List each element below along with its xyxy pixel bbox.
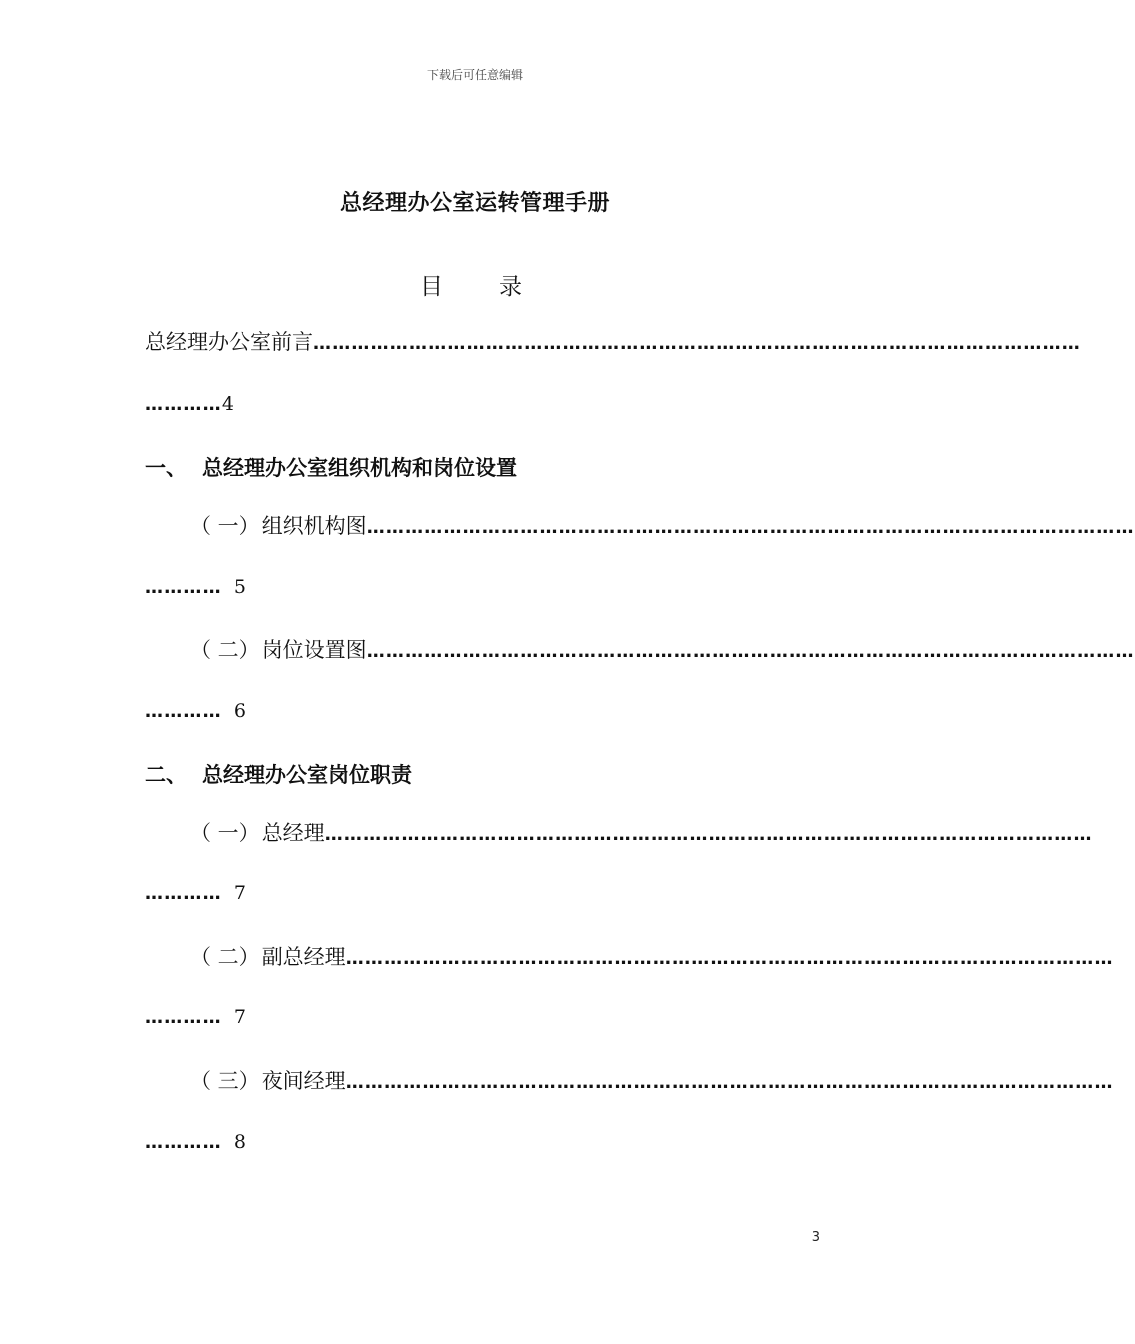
leader-dots: ………………………………………………………………………………………………………… <box>324 824 1093 845</box>
leader-dots: ………… <box>145 701 222 722</box>
item-number: （ 二） <box>190 638 260 662</box>
page-ref: 7 <box>233 1006 246 1028</box>
toc-entry-1-1-continuation <box>145 576 246 598</box>
page-ref: 4 <box>221 393 234 415</box>
toc-entry-label: 副总经理 <box>261 945 346 969</box>
section-title: 总经理办公室组织机构和岗位设置 <box>202 456 517 480</box>
leader-dots: ………… <box>145 1132 222 1153</box>
section-number: 一、 <box>145 456 187 480</box>
item-number: （ 一） <box>190 514 260 538</box>
toc-entry-label: 岗位设置图 <box>261 638 367 662</box>
leader-dots: ………… <box>145 883 222 904</box>
leader-dots: ………………………………………………………………………………………………………… <box>366 641 1135 662</box>
toc-entry-label: 夜间经理 <box>261 1069 346 1093</box>
header-note: 下载后可任意编辑 <box>426 68 523 82</box>
document-title: 总经理办公室运转管理手册 <box>339 191 610 216</box>
toc-entry-1-1[interactable] <box>190 510 1135 540</box>
leader-dots: ………… <box>145 394 222 415</box>
toc-entry-2-1[interactable] <box>190 817 1093 847</box>
leader-dots: ………… <box>145 1007 222 1028</box>
leader-dots: ………………………………………………………………………………………………………… <box>345 948 1114 969</box>
leader-dots: ………… <box>145 577 222 598</box>
toc-entry-2-2-continuation <box>145 1006 246 1028</box>
toc-heading <box>420 268 522 301</box>
toc-entry-1-2[interactable] <box>190 634 1135 664</box>
page-ref: 7 <box>233 882 246 904</box>
leader-dots: ………………………………………………………………………………………………………… <box>345 1072 1114 1093</box>
toc-entry-label: 总经理 <box>261 821 325 845</box>
toc-entry-label: 组织机构图 <box>261 514 367 538</box>
toc-entry-1-2-continuation <box>145 700 246 722</box>
page-ref: 6 <box>233 700 246 722</box>
toc-entry-2-3-continuation <box>145 1131 246 1153</box>
leader-dots: ………………………………………………………………………………………………………… <box>366 517 1135 538</box>
toc-heading-char-1: 目 <box>420 274 443 300</box>
item-number: （ 一） <box>190 821 260 845</box>
toc-entry-2-3[interactable] <box>190 1065 1114 1095</box>
toc-entry-preface[interactable] <box>145 326 1081 356</box>
page-ref: 5 <box>233 576 246 598</box>
section-number: 二、 <box>145 763 187 787</box>
toc-entry-2-2[interactable] <box>190 941 1114 971</box>
leader-dots: ………………………………………………………………………………………………………… <box>313 333 1081 354</box>
toc-section-1[interactable] <box>145 452 517 482</box>
toc-entry-label: 总经理办公室前言 <box>145 330 313 354</box>
item-number: （ 二） <box>190 945 260 969</box>
toc-section-2[interactable] <box>145 759 412 789</box>
toc-heading-char-2: 录 <box>499 274 522 300</box>
item-number: （ 三） <box>190 1069 260 1093</box>
section-title: 总经理办公室岗位职责 <box>202 763 412 787</box>
page-number: 3 <box>811 1230 820 1245</box>
toc-entry-2-1-continuation <box>145 882 246 904</box>
page-ref: 8 <box>233 1131 246 1153</box>
toc-entry-preface-continuation <box>145 393 234 415</box>
